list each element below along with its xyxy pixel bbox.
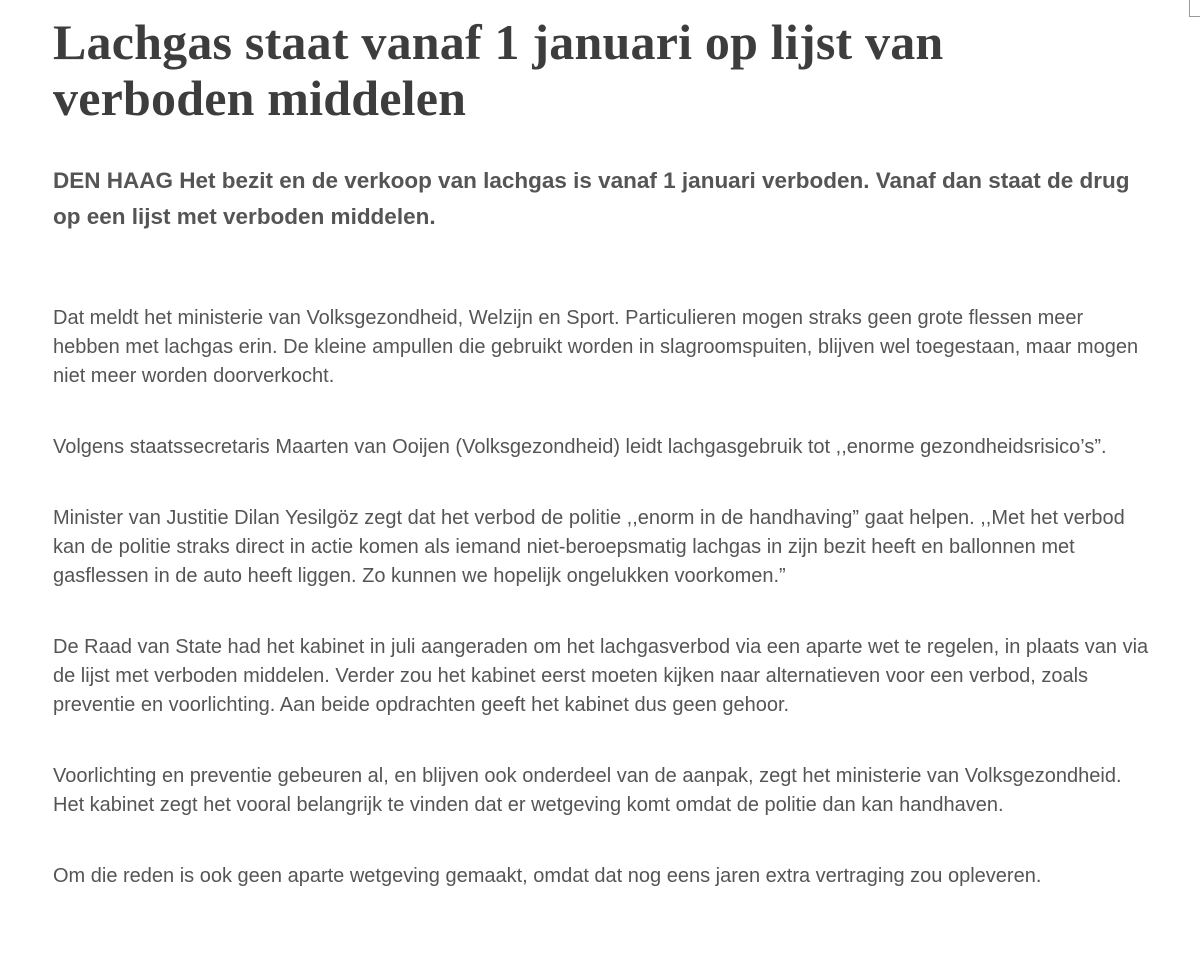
article-headline: Lachgas staat vanaf 1 januari op lijst van verboden middelen <box>53 14 944 126</box>
article <box>53 14 1153 891</box>
article-lead: DEN HAAG Het bezit en de verkoop van lachgas is vanaf 1 januari verboden. Vanaf dan staat de drug op een lijst met verboden middelen. <box>53 168 1130 229</box>
frame-corner <box>1189 0 1200 17</box>
article-paragraph: De Raad van State had het kabinet in juli aangeraden om het lachgasverbod via een aparte wet te regelen, in plaats van via de lijst met verboden middelen. Verder zou het kabinet eerst moeten kijken naar alternatieven voor een verbod, zoals preventie en voorlichting. Aan beide opdrachten geeft het kabinet dus geen gehoor. <box>53 636 1149 716</box>
article-paragraph: Voorlichting en preventie gebeuren al, en blijven ook onderdeel van de aanpak, zegt het ministerie van Volksgezondheid. Het kabinet zegt het vooral belangrijk te vinden dat er wetgeving komt omdat de politie dan kan handhaven. <box>53 765 1122 816</box>
article-paragraph: Om die reden is ook geen aparte wetgeving gemaakt, omdat dat nog eens jaren extra vertraging zou opleveren. <box>53 865 1042 887</box>
article-paragraph: Minister van Justitie Dilan Yesilgöz zegt dat het verbod de politie ,,enorm in de handhaving” gaat helpen. ,,Met het verbod kan de politie straks direct in actie komen als iemand niet-beroepsmatig lachgas in zijn bezit heeft en ballonnen met gasflessen in de auto heeft liggen. Zo kunnen we hopelijk ongelukken voorkomen.” <box>53 507 1125 587</box>
article-paragraph: Volgens staatssecretaris Maarten van Ooijen (Volksgezondheid) leidt lachgasgebruik tot ,,enorme gezondheidsrisico’s”. <box>53 436 1107 458</box>
article-paragraph: Dat meldt het ministerie van Volksgezondheid, Welzijn en Sport. Particulieren mogen straks geen grote flessen meer hebben met lachgas erin. De kleine ampullen die gebruikt worden in slagroomspuiten, blijven wel toegestaan, maar mogen niet meer worden doorverkocht. <box>53 307 1139 387</box>
